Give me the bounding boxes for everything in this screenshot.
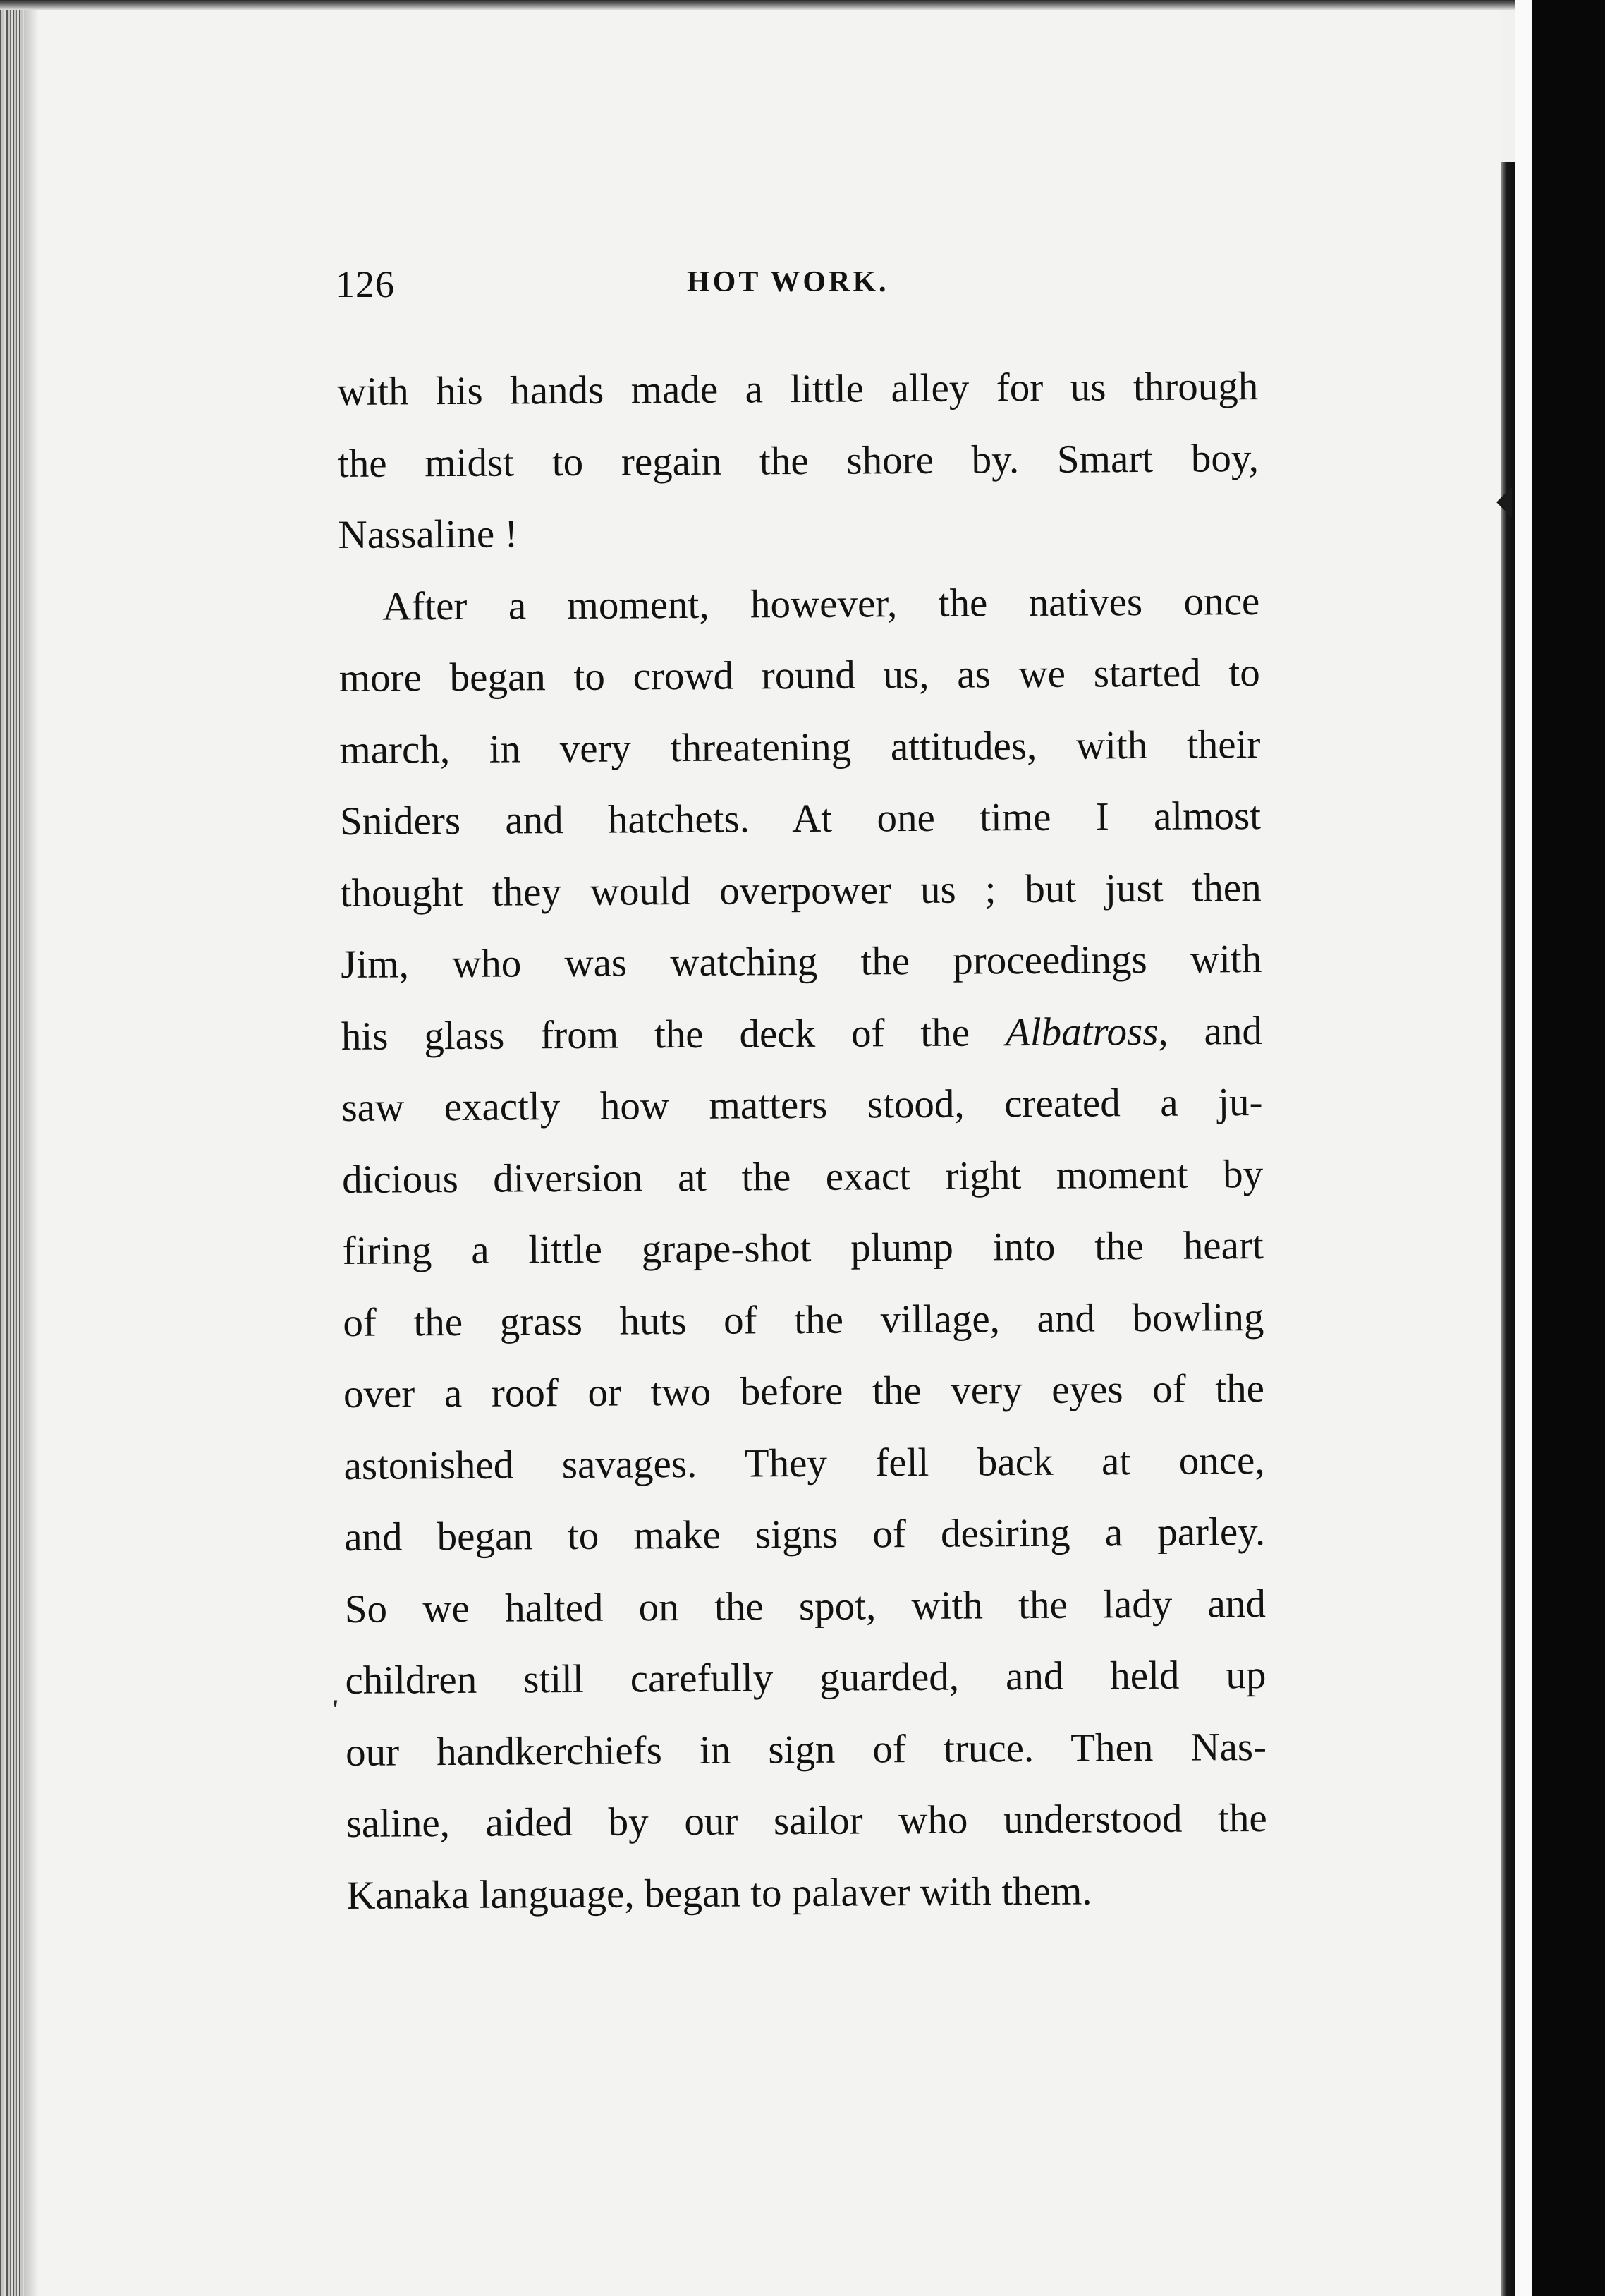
text-line: more began to crowd round us, as we started to: [338, 650, 1260, 700]
text-line: astonished savages. They fell back at once,: [343, 1438, 1265, 1488]
right-page-edge: [1515, 0, 1532, 2296]
text-line: Nassaline !: [338, 511, 518, 557]
text-line: saline, aided by our sailor who understood the: [346, 1795, 1267, 1846]
margin-mark: [1496, 487, 1512, 518]
page-number: 126: [336, 263, 395, 305]
gutter-shadow: [24, 10, 38, 2296]
text-segment: his glass from the deck of the: [341, 1009, 1006, 1059]
text-line: and began to make signs of desiring a parley.: [344, 1509, 1266, 1560]
right-binding-shadow: [1501, 162, 1515, 2296]
text-line: the midst to regain the shore by. Smart boy,: [337, 435, 1259, 486]
text-line: thought they would overpower us ; but just then: [340, 865, 1262, 916]
text-line: firing a little grape-shot plump into the heart: [342, 1222, 1264, 1273]
text-line: march, in very threatening attitudes, with their: [339, 722, 1261, 772]
running-head: [336, 262, 900, 319]
text-line: children still carefully guarded, and held up: [345, 1652, 1267, 1703]
text-line: [341, 995, 1263, 1072]
text-line: Jim, who was watching the proceedings with: [341, 937, 1262, 987]
text-segment: , and: [1158, 1008, 1263, 1054]
scan-background-edge: [1532, 0, 1605, 2296]
running-title: HOT WORK.: [687, 266, 889, 298]
ship-name-italic: Albatross: [1005, 1009, 1159, 1055]
text-line: saw exactly how matters stood, created a ju-: [341, 1080, 1263, 1130]
text-line: Kanaka language, began to palaver with them.: [346, 1869, 1092, 1918]
text-line: Sniders and hatchets. At one time I almost: [339, 794, 1262, 844]
text-line: over a roof or two before the very eyes of the: [343, 1366, 1265, 1416]
text-line: dicious diversion at the exact right moment by: [341, 1151, 1264, 1202]
body-text: [337, 351, 1268, 1931]
text-line: of the grass huts of the village, and bowling: [343, 1294, 1264, 1345]
text-line: our handkerchiefs in sign of truce. Then Nas-: [345, 1724, 1267, 1775]
text-line: So we halted on the spot, with the lady and: [344, 1581, 1267, 1632]
stray-ink-mark: ': [331, 1694, 340, 1725]
scan-top-edge: [0, 0, 1605, 10]
page-stack-edges: [0, 10, 24, 2296]
text-line: After a moment, however, the natives once: [382, 578, 1260, 629]
text-line: with his hands made a little alley for us through: [337, 364, 1259, 414]
